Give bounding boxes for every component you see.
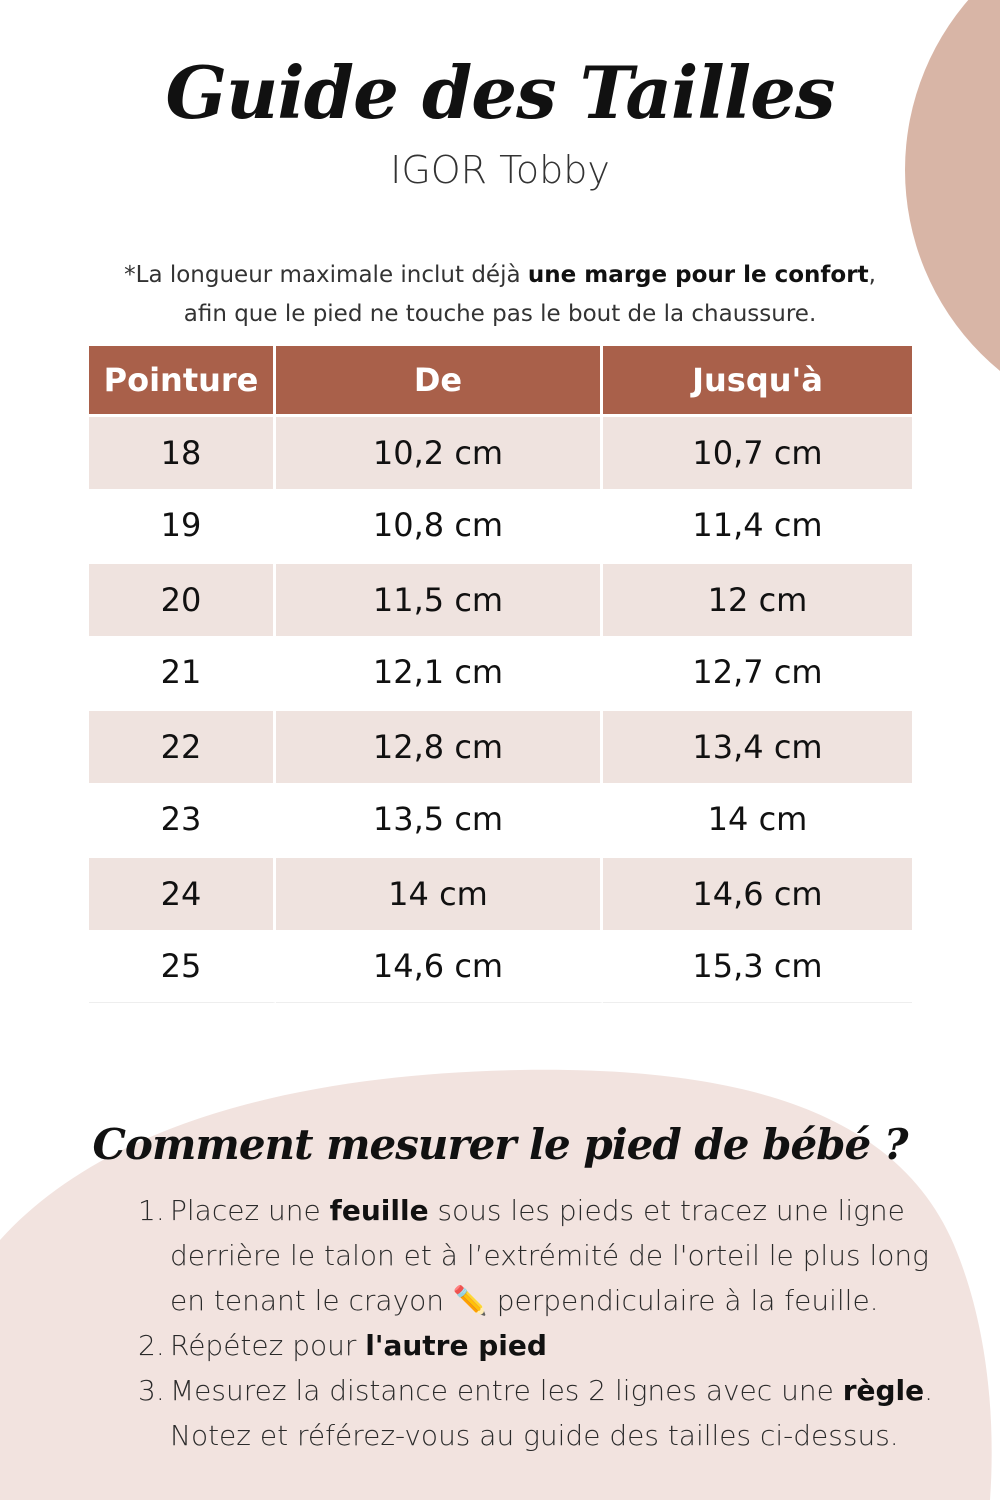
step-number: 2.	[138, 1329, 165, 1362]
cell-jusqua: 12,7 cm	[603, 636, 912, 708]
cell-jusqua: 14,6 cm	[603, 855, 912, 930]
cell-pointure: 22	[89, 708, 276, 783]
step-text-bold: feuille	[329, 1194, 429, 1227]
step-item	[138, 1323, 938, 1368]
cell-de: 14,6 cm	[276, 930, 603, 1003]
cell-jusqua: 11,4 cm	[603, 489, 912, 561]
cell-pointure: 24	[89, 855, 276, 930]
cell-pointure: 18	[89, 414, 276, 489]
cell-de: 14 cm	[276, 855, 603, 930]
cell-jusqua: 12 cm	[603, 561, 912, 636]
step-text-bold: l'autre pied	[365, 1329, 547, 1362]
cell-de: 13,5 cm	[276, 783, 603, 855]
page-title: Guide des Tailles	[165, 50, 835, 135]
cell-jusqua: 15,3 cm	[603, 930, 912, 1003]
measurement-steps	[138, 1188, 938, 1458]
comfort-note	[0, 256, 1000, 334]
product-subtitle: IGOR Tobby	[390, 148, 610, 192]
header-jusqua: Jusqu'à	[603, 346, 912, 414]
step-text-post: . Notez et référez-vous au guide des tailles ci-dessus.	[170, 1374, 934, 1452]
step-text-pre: Mesurez la distance entre les 2 lignes avec une	[170, 1374, 843, 1407]
step-item	[138, 1188, 938, 1323]
note-line1-prefix: *La longueur maximale inclut déjà	[124, 262, 528, 288]
note-line1-bold: une marge pour le confort	[527, 262, 869, 288]
step-text-bold: règle	[842, 1374, 925, 1407]
cell-de: 11,5 cm	[276, 561, 603, 636]
table-row	[89, 930, 912, 1003]
step-number: 3.	[138, 1374, 165, 1407]
cell-pointure: 25	[89, 930, 276, 1003]
cell-pointure: 21	[89, 636, 276, 708]
cell-jusqua: 13,4 cm	[603, 708, 912, 783]
table-row	[89, 489, 912, 561]
size-table	[89, 346, 912, 1003]
table-header-row	[89, 346, 912, 414]
cell-de: 10,8 cm	[276, 489, 603, 561]
table-row	[89, 414, 912, 489]
comfort-note-line1	[0, 256, 1000, 295]
note-line1-suffix: ,	[868, 262, 876, 288]
step-number: 1.	[138, 1194, 165, 1227]
table-row	[89, 783, 912, 855]
header-de: De	[276, 346, 603, 414]
cell-de: 10,2 cm	[276, 414, 603, 489]
cell-jusqua: 10,7 cm	[603, 414, 912, 489]
cell-pointure: 23	[89, 783, 276, 855]
cell-de: 12,8 cm	[276, 708, 603, 783]
step-text	[170, 1368, 938, 1458]
cell-pointure: 20	[89, 561, 276, 636]
step-text-pre: Placez une	[170, 1194, 330, 1227]
table-row	[89, 636, 912, 708]
step-text	[170, 1188, 938, 1323]
step-text-post: sous les pieds et tracez une ligne derrière le talon et à l’extrémité de l'orteil le plus long en tenant le crayon ✏️ perpendiculaire à la feuille.	[170, 1194, 929, 1317]
table-row	[89, 708, 912, 783]
howto-title: Comment mesurer le pied de bébé ?	[92, 1120, 908, 1169]
header-pointure: Pointure	[89, 346, 276, 414]
table-row	[89, 855, 912, 930]
table-row	[89, 561, 912, 636]
comfort-note-line2: afin que le pied ne touche pas le bout de la chaussure.	[183, 301, 817, 327]
step-item	[138, 1368, 938, 1458]
cell-pointure: 19	[89, 489, 276, 561]
cell-de: 12,1 cm	[276, 636, 603, 708]
step-text-pre: Répétez pour	[170, 1329, 366, 1362]
step-text	[170, 1323, 547, 1368]
cell-jusqua: 14 cm	[603, 783, 912, 855]
